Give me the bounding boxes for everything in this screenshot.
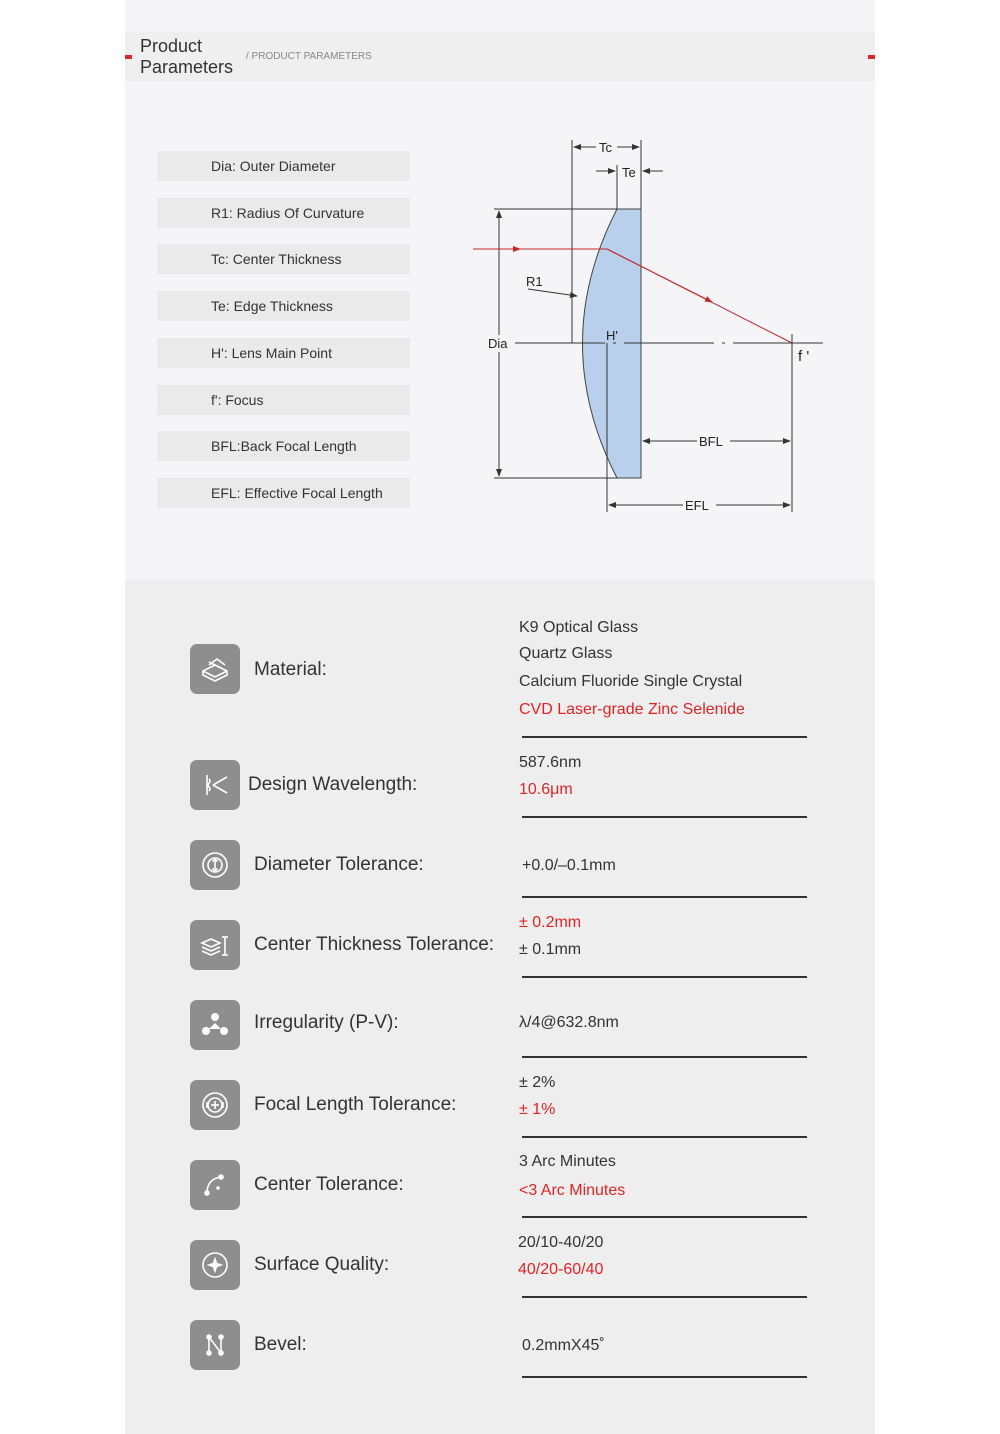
spec-label: Irregularity (P-V): [254,1012,399,1033]
section-title-line2: Parameters [140,57,234,77]
spec-value: +0.0/–0.1mm [522,857,616,874]
legend-item-efl [157,478,410,508]
spec-row-focal-length [125,1060,875,1140]
spec-value: Quartz Glass [519,645,613,662]
lens-diagram [470,130,840,520]
spec-row-irregularity [125,980,875,1060]
h-label: H' [606,328,618,343]
bfl-dimension [643,434,790,449]
spec-label: Bevel: [254,1334,307,1355]
section-title [140,36,233,78]
spec-value: 3 Arc Minutes [519,1153,616,1170]
wavelength-icon [190,760,240,810]
spec-label: Material: [254,659,327,680]
surface-quality-icon [190,1240,240,1290]
header-accent-left [125,55,132,59]
spec-row-wavelength [125,740,875,820]
legend-item-dia [157,151,410,181]
diameter-icon [190,840,240,890]
row-divider [522,896,807,898]
legend-label: R1: Radius Of Curvature [211,205,365,221]
f-label: f ' [798,348,810,365]
focal-length-icon [190,1080,240,1130]
spec-value: Calcium Fluoride Single Crystal [519,673,743,690]
spec-label: Center Thickness Tolerance: [254,934,495,955]
legend-label: f': Focus [211,392,264,408]
te-label: Te [622,165,636,180]
efl-label: EFL [685,498,709,513]
spec-value: <3 Arc Minutes [519,1182,626,1199]
row-divider [522,976,807,978]
row-divider [522,1296,807,1298]
spec-row-material [125,610,875,740]
row-divider [522,736,807,738]
spec-row-surface-quality [125,1220,875,1300]
row-divider [522,1056,807,1058]
legend-item-bfl [157,431,410,461]
legend-label: Dia: Outer Diameter [211,158,336,174]
spec-value: ± 0.1mm [519,941,582,958]
spec-value: 40/20-60/40 [518,1261,604,1278]
spec-value: 587.6nm [519,754,582,771]
spec-table [125,580,875,1434]
legend-label: Te: Edge Thickness [211,298,333,314]
row-divider [522,1136,807,1138]
legend-item-f [157,385,410,415]
row-divider [522,816,807,818]
spec-value: ± 2% [519,1074,556,1091]
row-divider [522,1216,807,1218]
centering-icon [190,1160,240,1210]
efl-dimension [609,498,790,513]
legend-label: EFL: Effective Focal Length [211,485,383,501]
spec-value: ± 1% [519,1101,556,1118]
bfl-label: BFL [699,434,723,449]
spec-value: ± 0.2mm [519,914,582,931]
section-header [125,32,875,82]
legend-label: Tc: Center Thickness [211,251,342,267]
spec-row-centering [125,1140,875,1220]
spec-label: Center Tolerance: [254,1174,404,1195]
spec-row-thickness [125,900,875,980]
section-title-line1: Product [140,36,203,56]
spec-value: 10.6μm [519,781,573,798]
spec-value: K9 Optical Glass [519,619,639,636]
legend-item-r1 [157,198,410,228]
legend-item-h [157,338,410,368]
thickness-icon [190,920,240,970]
spec-value: 0.2mmX45˚ [522,1337,605,1354]
spec-label: Focal Length Tolerance: [254,1094,457,1115]
spec-label: Design Wavelength: [248,774,418,795]
bevel-icon [190,1320,240,1370]
legend-item-tc [157,244,410,274]
te-dimension [596,165,663,209]
spec-label: Diameter Tolerance: [254,854,424,875]
header-accent-right [868,55,875,59]
tc-label: Tc [599,140,612,155]
spec-value: 20/10-40/20 [518,1234,604,1251]
dia-label: Dia [488,336,508,351]
r1-callout [526,274,577,296]
section-subtitle: / PRODUCT PARAMETERS [246,51,372,62]
spec-row-bevel [125,1300,875,1380]
legend-label: H': Lens Main Point [211,345,332,361]
spec-row-diameter [125,820,875,900]
spec-value: CVD Laser-grade Zinc Selenide [519,701,745,718]
irregularity-icon [190,1000,240,1050]
spec-label: Surface Quality: [254,1254,390,1275]
focus-point [792,334,809,512]
row-divider [522,1376,807,1378]
material-icon [190,644,240,694]
legend-item-te [157,291,410,321]
legend-label: BFL:Back Focal Length [211,438,357,454]
spec-value: λ/4@632.8nm [519,1014,619,1031]
r1-label: R1 [526,274,543,289]
